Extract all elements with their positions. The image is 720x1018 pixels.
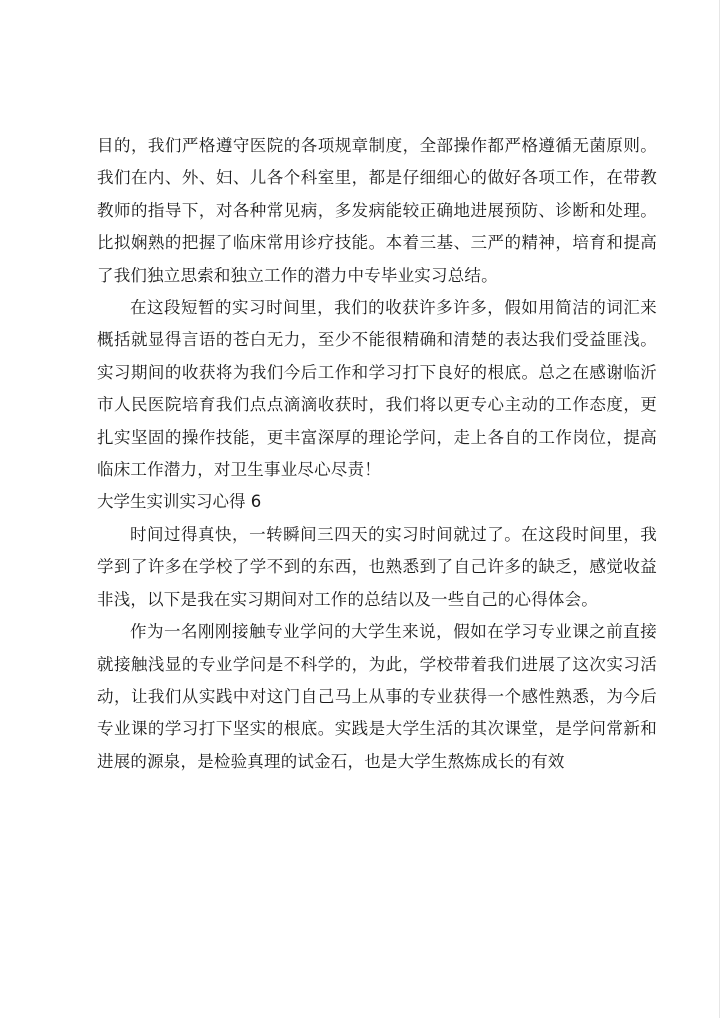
section-heading: 大学生实训实习心得 6 — [97, 492, 262, 512]
paragraph-4: 作为一名刚刚接触专业学问的大学生来说，假如在学习专业课之前直接就接触浅显的专业学问是不科学的，为此，学校带着我们进展了这次实习活动，让我们从实践中对这门自己马上从事的专业获得一个感性熟悉，为今后专业课的学习打下坚实的根底。实践是大学生活的其次课堂，是学问常新和进展的源泉，是检验真理的试金石，也是大学生熬炼成长的有效 — [97, 622, 657, 771]
paragraph-1: 目的，我们严格遵守医院的各项规章制度，全部操作都严格遵循无菌原则。我们在内、外、妇、儿各个科室里，都是仔细细心的做好各项工作，在带教教师的指导下，对各种常见病，多发病能较正确地进展预防、诊断和处理。比拟娴熟的把握了临床常用诊疗技能。本着三基、三严的精神，培育和提高了我们独立思索和独立工作的潜力中专毕业实习总结。 — [97, 136, 657, 285]
document-body — [97, 130, 657, 778]
paragraph-3: 时间过得真快，一转瞬间三四天的实习时间就过了。在这段时间里，我学到了许多在学校了学不到的东西，也熟悉到了自己许多的缺乏，感觉收益非浅，以下是我在实习期间对工作的总结以及一些自己的心得体会。 — [97, 524, 657, 609]
paragraph-2: 在这段短暂的实习时间里，我们的收获许多许多，假如用简洁的词汇来概括就显得言语的苍白无力，至少不能很精确和清楚的表达我们受益匪浅。实习期间的收获将为我们今后工作和学习打下良好的根底。总之在感谢临沂市人民医院培育我们点点滴滴收获时，我们将以更专心主动的工作态度，更扎实坚固的操作技能，更丰富深厚的理论学问，走上各自的工作岗位，提高临床工作潜力，对卫生事业尽心尽责！ — [97, 298, 657, 480]
